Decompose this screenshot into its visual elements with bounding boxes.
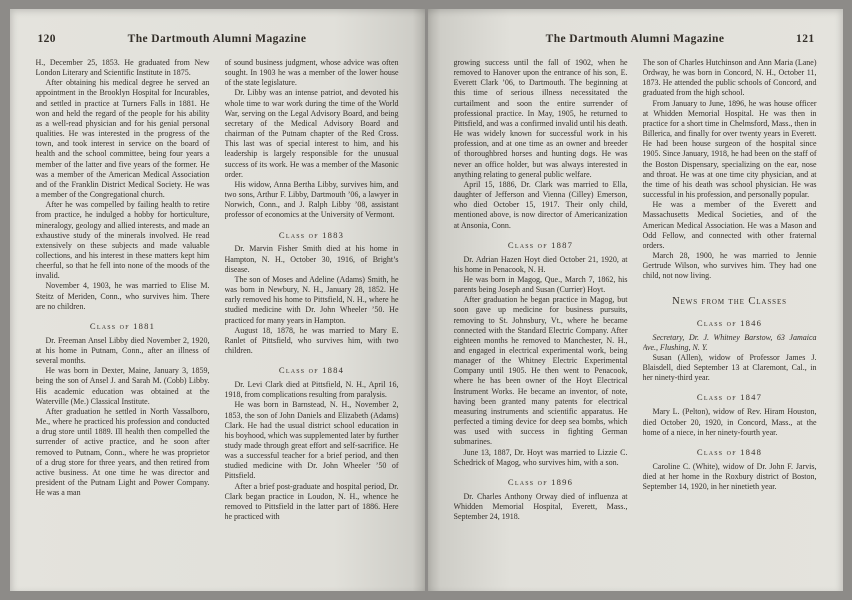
paragraph: After graduation he began practice in Magog, but soon gave up medicine for business pursuits, removing to St. Johnsbury, Vt., where he became connected with the Standard Electric Company. After eighteen months he removed to Manchester, N. H., and engaged in electrical experimental work, being manager of the Whitney Electric Experimental Company until 1905. He then went to Penacook, where he has been owner of the Hoyt Electrical Instrument Works. He became an inventor, of note, having been granted many patents for electrical measuring instruments and scientific apparatus. He perfected a timing device for deep sea bombs, which was used with success in fighting German submarines. [453, 295, 628, 447]
paragraph: After obtaining his medical degree he served an appointment in the Brooklyn Hospital for Incurables, and settled in practice at Turners Falls in 1881. He won and held the regard of the people for his ability as a well-read physician and for his genial personal qualities. He was interested in the progress of the town, and took interest in service on the board of health and the school committee, being four years a member of the latter and five years of the former. He was a member of the American Medical Association and of the Franklin District Medical Society. He was a member of the Congregational church. [35, 78, 210, 200]
paragraph: After he was compelled by failing health to retire from practice, he indulged a hobby for horticulture, mineralogy, geology and allied interests, and made an exhaustive study of the minerals involved. He read extensively on these subjects and made valuable collections, and his interest in these matters kept him cheerful, so that he fell into none of the moods of the invalid. [35, 200, 210, 281]
section-heading: Class of 1848 [696, 446, 763, 457]
text-column-left [36, 58, 210, 570]
section-heading: Class of 1846 [696, 317, 763, 328]
paragraph: April 15, 1886, Dr. Clark was married to Ella, daughter of Jefferson and Vienna (Cilley) Emerson, who died October 15, 1917. Their only child, mentioned above, is now director of Americanization at Ansonia, Conn. [453, 179, 628, 230]
paragraph: After graduation he settled in North Vassalboro, Me., where he practiced his profession and conducted a drug store until 1889. Ill health then compelled the surrender of active practice, and he soon after removed to Putnam, Conn., where he was proprietor of a drug store for three years, and then retired from active business. At one time he was director and president of the Putnam Light and Power Company. He was a man [35, 406, 210, 498]
section-heading: Class of 1883 [278, 229, 345, 240]
magazine-title: The Dartmouth Alumni Magazine [545, 33, 725, 45]
paragraph: Dr. Libby was an intense patriot, and devoted his whole time to war work during the time of the World War, serving on the Legal Advisory Board, and being secretary of the Medical Advisory Board and chairman of the Putnam chapter of the Red Cross. This last was of special interest to him, and his leadership is largely responsible for the unusual success of its work. He was a member of the Masonic order. [224, 88, 399, 179]
paragraph: Susan (Allen), widow of Professor James J. Blaisdell, died September 13 at Claremont, Cal., in her ninety-third year. [642, 352, 817, 383]
page-body [454, 58, 817, 570]
paragraph: Dr. Charles Anthony Orway died of influenza at Whidden Memorial Hospital, Everett, Mass., September 24, 1918. [453, 491, 628, 522]
paragraph: The son of Moses and Adeline (Adams) Smith, he was born in Newbury, N. H., January 28, 1852. He early removed his home to Pittsfield, N. H., where he studied medicine with Dr. John Wheeler ’50. He practiced for many years in Hampton. [224, 274, 399, 325]
page-number: 121 [796, 33, 815, 45]
section-heading: Class of 1881 [89, 320, 156, 331]
paragraph: Secretary, Dr. J. Whitney Barstow, 63 Jamaica Ave., Flushing, N. Y. [642, 332, 817, 352]
paragraph: November 4, 1903, he was married to Elise M. Steitz of Meriden, Conn., who survives him. There are no children. [35, 281, 210, 311]
text-column-right [643, 58, 817, 570]
section-heading: News from the Classes [672, 296, 787, 308]
paragraph: August 18, 1878, he was married to Mary E. Ranlet of Pittsfield, who survives him, with two children. [224, 325, 399, 355]
section-heading: Class of 1896 [507, 476, 574, 487]
paragraph: of sound business judgment, whose advice was often sought. In 1903 he was a member of the lower house of the state legislature. [224, 58, 399, 88]
text-column-left [454, 58, 628, 570]
paragraph: He was a member of the Everett and Massachusetts Medical Societies, and of the American Medical Association. He was a Mason and Odd Fellow, and connected with other fraternal orders. [642, 200, 817, 250]
paragraph: He was born in Magog, Que., March 7, 1862, his parents being Joseph and Susan (Currier) Hoyt. [453, 274, 628, 295]
paragraph: Caroline C. (White), widow of Dr. John F. Jarvis, died at her home in the Roxbury district of Boston, September 14, 1920, in her ninetieth year. [642, 461, 817, 492]
paragraph: The son of Charles Hutchinson and Ann Maria (Lane) Ordway, he was born in Concord, N. H., October 11, 1873. He attended the public schools of Concord, and graduated from the high school. [642, 58, 817, 98]
magazine-page-121 [428, 9, 843, 591]
section-heading: Class of 1887 [507, 239, 574, 250]
page-header [454, 33, 817, 45]
paragraph: Dr. Marvin Fisher Smith died at his home in Hampton, N. H., October 30, 1916, of Bright’s disease. [224, 244, 399, 274]
paragraph: Mary L. (Pelton), widow of Rev. Hiram Houston, died October 20, 1920, in Concord, Mass., at the home of a niece, in her ninety-fourth year. [642, 407, 817, 437]
paragraph: His widow, Anna Bertha Libby, survives him, and two sons, Arthur F. Libby, Dartmouth ’06, a lawyer in Norwich, Conn., and J. Ralph Libby ’08, assistant professor of economics at the University of Vermont. [224, 179, 399, 220]
paragraph: He was born in Barnstead, N. H., November 2, 1853, the son of John Daniels and Elizabeth (Adams) Clark. He had the usual district school education in his boyhood, which was supplemented later by further study made through great effort and self-sacrifice. He was a successful teacher for a brief period, and then studied medicine with Dr. John Wheeler ’50 of Pittsfield. [224, 400, 399, 481]
page-header [36, 33, 399, 45]
text-column-right [225, 58, 399, 570]
paragraph: He was born in Dexter, Maine, January 3, 1859, being the son of Ansel J. and Sarah M. (Cobb) Libby. His academic education was obtained at the Waterville (Me.) Classical Institute. [35, 366, 210, 406]
paragraph: March 28, 1900, he was married to Jennie Gertrude Wilson, who survives him. They had one child, not now living. [642, 250, 817, 281]
magazine-page-120 [10, 9, 425, 591]
paragraph: Dr. Levi Clark died at Pittsfield, N. H., April 16, 1918, from complications resulting from paralysis. [224, 380, 399, 400]
paragraph: From January to June, 1896, he was house officer at Whidden Memorial Hospital. He was then in practice for a short time in Chelmsford, Mass., then in Billerica, and finally for over twenty years in Everett. He had been house surgeon of the hospital since 1905. Since January, 1918, he had been on the staff of the Boston Dispensary, specializing on the ear, nose and throat. He was at one time city physician, and at the time of his death was school physician. He was successful in his profession, and personally popular. [642, 98, 817, 200]
paragraph: After a brief post-graduate and hospital period, Dr. Clark began practice in Loudon, N. H., whence he removed to Pittsfield in the latter part of 1886. Here he practiced with [224, 481, 399, 522]
paragraph: Dr. Adrian Hazen Hoyt died October 21, 1920, at his home in Penacook, N. H. [453, 254, 628, 274]
section-heading: Class of 1847 [696, 392, 763, 403]
magazine-title: The Dartmouth Alumni Magazine [127, 33, 307, 45]
paragraph: Dr. Freeman Ansel Libby died November 2, 1920, at his home in Putnam, Conn., after an illness of several months. [35, 335, 210, 366]
paragraph: H., December 25, 1853. He graduated from New London Literary and Scientific Institute in 1875. [35, 58, 210, 78]
page-body [36, 58, 399, 570]
section-heading: Class of 1884 [278, 365, 345, 376]
paragraph: June 13, 1887, Dr. Hoyt was married to Lizzie C. Schedrick of Magog, who survives him, with a son. [453, 447, 628, 467]
page-number: 120 [37, 33, 56, 45]
paragraph: growing success until the fall of 1902, when he removed to Hanover upon the entrance of his son, E. Everett Clark ’06, to Dartmouth. The beginning at this time of serious illness necessitated the curtailment and soon the entire surrender of professional practice. In May, 1905, he returned to Pittsfield, and was a confirmed invalid until his death. He was widely known for successful work in his profession, and at one time as an owner and breeder of thoroughbred horses and hunting dogs. He was never an office holder, but was always interested in anything relating to general public welfare. [453, 58, 628, 179]
